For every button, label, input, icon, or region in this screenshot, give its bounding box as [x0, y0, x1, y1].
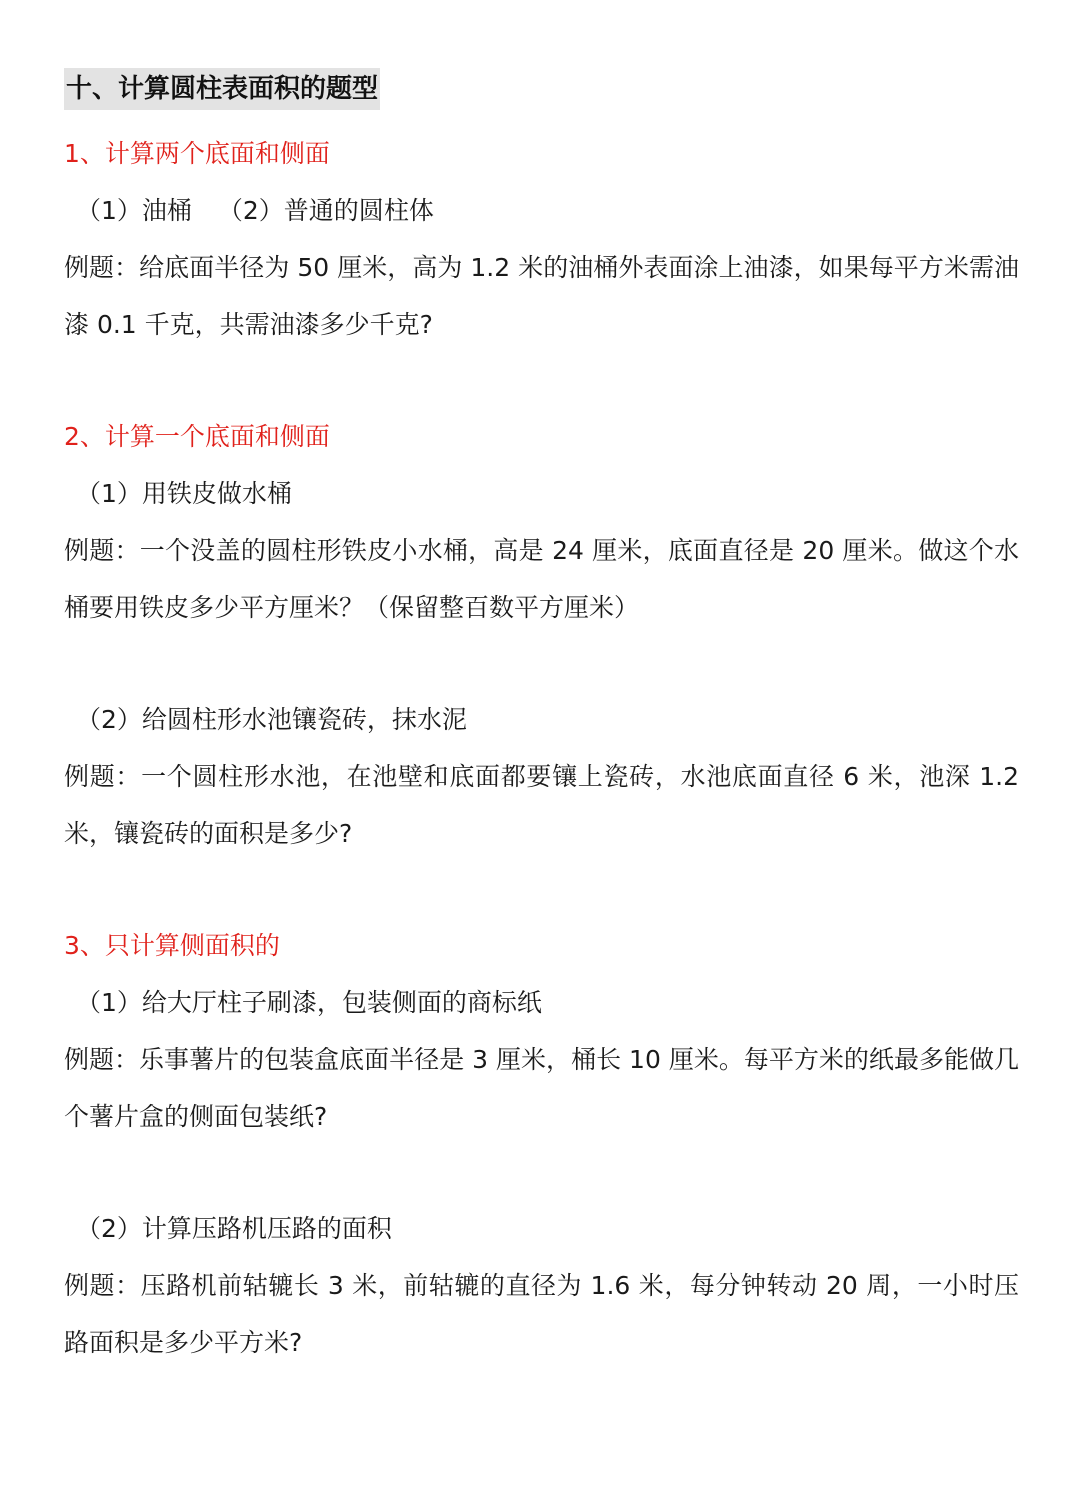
- subtopic-1-1: [76, 194, 434, 228]
- section-heading-3: 3、只计算侧面积的: [64, 931, 280, 960]
- example-3-2: 例题：压路机前轱辘长 3 米，前轱辘的直径为 1.6 米，每分钟转动 20 周，一小时压路面积是多少平方米?: [64, 1271, 1019, 1357]
- subtopic-label-2: （2）普通的圆柱体: [217, 196, 434, 225]
- subtopic-2-2: （2）给圆柱形水池镶瓷砖，抹水泥: [76, 705, 467, 734]
- section-heading-2: 2、计算一个底面和侧面: [64, 422, 330, 451]
- example-2-1: 例题：一个没盖的圆柱形铁皮小水桶，高是 24 厘米，底面直径是 20 厘米。做这个水桶要用铁皮多少平方厘米？（保留整百数平方厘米）: [64, 536, 1019, 622]
- example-3-1: 例题：乐事薯片的包装盒底面半径是 3 厘米，桶长 10 厘米。每平方米的纸最多能做几个薯片盒的侧面包装纸?: [64, 1045, 1019, 1131]
- subtopic-3-1: （1）给大厅柱子刷漆，包装侧面的商标纸: [76, 988, 542, 1017]
- page-title: 十、计算圆柱表面积的题型: [64, 68, 380, 110]
- subtopic-3-2: （2）计算压路机压路的面积: [76, 1214, 392, 1243]
- subtopic-label: （1）油桶: [76, 196, 192, 225]
- subtopic-2-1: （1）用铁皮做水桶: [76, 479, 292, 508]
- example-1-1: 例题：给底面半径为 50 厘米，高为 1.2 米的油桶外表面涂上油漆，如果每平方米需油漆 0.1 千克，共需油漆多少千克?: [64, 253, 1019, 339]
- example-2-2: 例题：一个圆柱形水池，在池壁和底面都要镶上瓷砖，水池底面直径 6 米，池深 1.2 米，镶瓷砖的面积是多少?: [64, 762, 1019, 848]
- section-heading-1: 1、计算两个底面和侧面: [64, 139, 330, 168]
